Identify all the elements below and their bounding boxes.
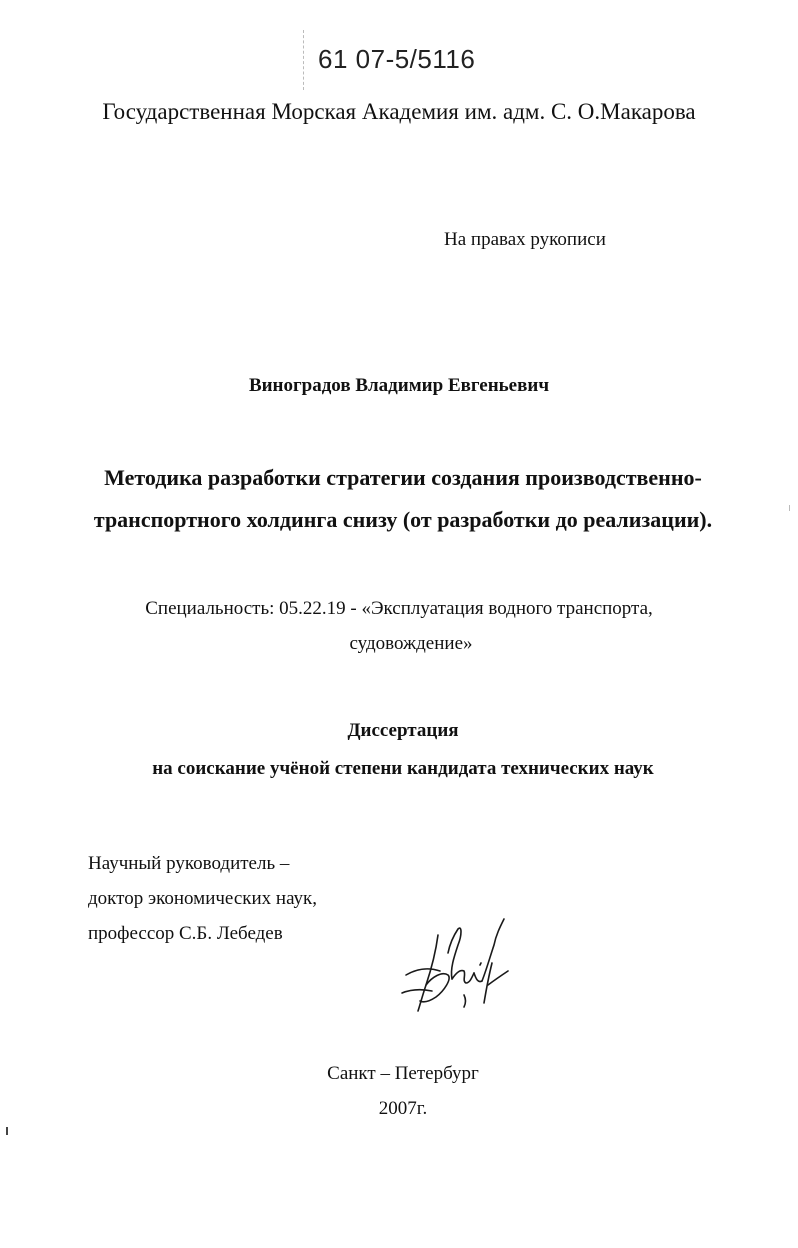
catalog-number: 61 07-5/5116 [318, 44, 476, 74]
scan-edge-mark [6, 1127, 8, 1135]
supervisor-degree: доктор экономических наук, [88, 888, 318, 909]
supervisor-name: профессор С.Б. Лебедев [88, 923, 283, 944]
author-name: Виноградов Владимир Евгеньевич [248, 375, 550, 396]
dissertation-title-line-2: транспортного холдинга снизу (от разработки до реализации). [93, 507, 713, 532]
scan-edge-mark [789, 505, 790, 511]
degree-statement: на соискание учёной степени кандидата технических наук [152, 758, 654, 779]
dissertation-title-line-1: Методика разработки стратегии создания производственно- [104, 465, 702, 490]
specialty-line-1: Специальность: 05.22.19 - «Эксплуатация водного транспорта, [145, 598, 653, 619]
specialty-line-2: судовождение» [349, 633, 473, 654]
manuscript-note: На правах рукописи [444, 229, 606, 250]
supervisor-role: Научный руководитель – [88, 853, 290, 874]
handwritten-signature-icon [392, 905, 512, 1020]
document-genre: Диссертация [347, 720, 459, 741]
city: Санкт – Петербург [327, 1063, 479, 1084]
stamp-divider [303, 30, 304, 90]
institution-name: Государственная Морская Академия им. адм. С. О.Макарова [102, 99, 696, 124]
year: 2007г. [378, 1098, 428, 1119]
